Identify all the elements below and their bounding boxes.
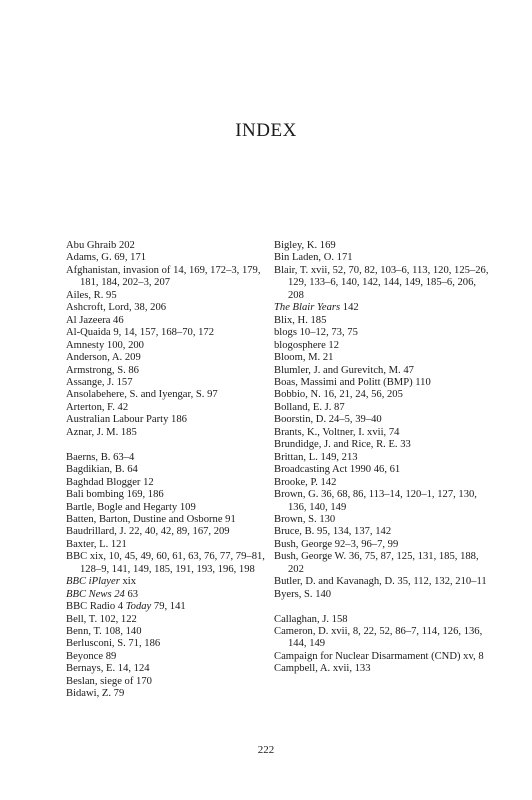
index-entry	[66, 327, 281, 339]
index-entry	[66, 452, 281, 464]
index-entry	[66, 576, 281, 588]
index-entry	[274, 315, 489, 327]
index-entry-text: Adams, G. 69, 171	[66, 252, 147, 264]
index-entry-text: Abu Ghraib 202	[66, 240, 135, 251]
index-entry-text: Bidawi, Z. 79	[66, 688, 125, 700]
index-entry	[274, 414, 489, 426]
index-entry	[66, 551, 281, 576]
index-entry	[274, 402, 489, 414]
index-entry	[274, 340, 489, 352]
index-entry	[66, 676, 281, 688]
index-entry	[274, 626, 489, 651]
index-entry	[274, 352, 489, 364]
index-entry	[274, 651, 489, 663]
index-entry	[274, 477, 489, 489]
index-entry-text: Assange, J. 157	[66, 376, 133, 388]
index-entry-text: BBC xix, 10, 45, 49, 60, 61, 63, 76, 77, 79–81, 128–9, 141, 149, 185, 191, 193, 196, 198	[66, 551, 265, 575]
index-entry-text: Boorstin, D. 24–5, 39–40	[274, 414, 382, 426]
index-entry	[66, 601, 281, 613]
index-entry	[274, 389, 489, 401]
index-entry	[274, 489, 489, 514]
index-entry-text: Bush, George W. 36, 75, 87, 125, 131, 185, 188, 202	[274, 551, 479, 575]
index-entry-text: Brundidge, J. and Rice, R. E. 33	[274, 439, 411, 451]
index-entry-text: Campbell, A. xvii, 133	[274, 663, 371, 675]
index-entry-text: Brants, K., Voltner, I. xvii, 74	[274, 426, 400, 438]
index-entry	[274, 551, 489, 576]
index-entry-text: Australian Labour Party 186	[66, 414, 187, 426]
index-entry	[66, 252, 281, 264]
index-entry-text: Bin Laden, O. 171	[274, 252, 353, 264]
index-entry-text: Baxter, L. 121	[66, 538, 127, 550]
index-entry	[66, 651, 281, 663]
index-entry-italic-title: BBC News 24	[66, 588, 125, 600]
index-entry-text: Beyonce 89	[66, 650, 117, 662]
index-entry-text: blogs 10–12, 73, 75	[274, 327, 358, 339]
index-entry-text: Bigley, K. 169	[274, 240, 336, 251]
index-entry-text: Batten, Barton, Dustine and Osborne 91	[66, 513, 236, 525]
index-entry	[274, 302, 489, 314]
index-entry-text: Brown, G. 36, 68, 86, 113–14, 120–1, 127, 130, 136, 140, 149	[274, 489, 477, 513]
index-entry	[66, 663, 281, 675]
index-entry-text: Bagdikian, B. 64	[66, 464, 138, 476]
index-entry	[66, 688, 281, 700]
index-entry	[274, 539, 489, 551]
index-entry	[274, 377, 489, 389]
index-entry-italic-title: Today	[125, 601, 152, 613]
index-column-left	[66, 240, 281, 701]
index-column-right	[274, 240, 489, 676]
index-entry	[66, 514, 281, 526]
index-entry	[66, 377, 281, 389]
index-entry-text: Bobbio, N. 16, 21, 24, 56, 205	[274, 389, 403, 401]
index-entry-italic-title: BBC iPlayer	[66, 576, 120, 588]
index-entry-text: Ailes, R. 95	[66, 289, 117, 301]
index-entry-text: Campaign for Nuclear Disarmament (CND) xv, 8	[274, 650, 484, 662]
index-entry	[66, 626, 281, 638]
index-entry	[66, 365, 281, 377]
index-entry	[274, 614, 489, 626]
index-entry	[66, 302, 281, 314]
index-entry	[66, 638, 281, 650]
index-entry-text: Al-Quaida 9, 14, 157, 168–70, 172	[66, 327, 215, 339]
index-entry	[274, 464, 489, 476]
index-entry	[66, 489, 281, 501]
index-entry	[274, 365, 489, 377]
index-entry	[66, 526, 281, 538]
index-entry	[66, 427, 281, 439]
index-entry-text: Brooke, P. 142	[274, 476, 337, 488]
index-entry	[66, 340, 281, 352]
index-entry-text: Armstrong, S. 86	[66, 364, 139, 376]
index-entry	[66, 614, 281, 626]
index-entry-text: Byers, S. 140	[274, 588, 332, 600]
index-entry-text: Anderson, A. 209	[66, 352, 141, 364]
index-entry	[274, 526, 489, 538]
index-entry	[274, 514, 489, 526]
index-entry-text: Baghdad Blogger 12	[66, 476, 154, 488]
index-entry	[66, 290, 281, 302]
index-entry-text: Ashcroft, Lord, 38, 206	[66, 302, 167, 314]
index-entry-text: Baudrillard, J. 22, 40, 42, 89, 167, 209	[66, 526, 230, 538]
page-number: 222	[257, 744, 275, 756]
index-entry-text: Brown, S. 130	[274, 513, 336, 525]
index-entry	[66, 402, 281, 414]
index-entry	[66, 352, 281, 364]
index-entry	[66, 414, 281, 426]
index-entry-text: Bolland, E. J. 87	[274, 401, 345, 413]
index-entry	[66, 539, 281, 551]
index-entry-text: Al Jazeera 46	[66, 314, 124, 326]
index-entry	[66, 240, 281, 252]
index-entry-text: Bloom, M. 21	[274, 352, 334, 364]
index-entry-text: Bush, George 92–3, 96–7, 99	[274, 538, 399, 550]
index-entry	[66, 477, 281, 489]
index-entry	[66, 589, 281, 601]
index-entry-text: Brittan, L. 149, 213	[274, 451, 358, 463]
index-entry-text: Amnesty 100, 200	[66, 339, 144, 351]
index-entry-text: Blix, H. 185	[274, 314, 327, 326]
index-entry	[274, 327, 489, 339]
index-entry-text: Callaghan, J. 158	[274, 613, 348, 625]
index-entry-italic-title: The Blair Years	[274, 302, 341, 314]
index-entry	[66, 502, 281, 514]
index-entry	[66, 389, 281, 401]
index-entry-text: Aznar, J. M. 185	[66, 426, 137, 438]
index-entry-text: Ansolabehere, S. and Iyengar, S. 97	[66, 389, 218, 401]
page-title: INDEX	[235, 120, 297, 141]
index-entry-text: 63	[124, 588, 139, 600]
index-entry-text: Berlusconi, S. 71, 186	[66, 638, 161, 650]
index-entry-text: Broadcasting Act 1990 46, 61	[274, 464, 401, 476]
index-entry-text: Bruce, B. 95, 134, 137, 142	[274, 526, 392, 538]
index-entry-text: Boas, Massimi and Politt (BMP) 110	[274, 376, 431, 388]
index-entry	[66, 464, 281, 476]
index-entry-text: blogosphere 12	[274, 339, 340, 351]
index-entry-text: Bell, T. 102, 122	[66, 613, 137, 625]
index-entry-prefix: BBC Radio 4	[66, 601, 126, 613]
index-entry-text: Baerns, B. 63–4	[66, 451, 135, 463]
index-entry	[274, 452, 489, 464]
index-entry	[66, 265, 281, 290]
index-entry-text: Benn, T. 108, 140	[66, 626, 142, 638]
index-entry	[274, 252, 489, 264]
index-entry	[66, 315, 281, 327]
index-entry	[274, 265, 489, 302]
index-entry-text: Blumler, J. and Gurevitch, M. 47	[274, 364, 414, 376]
index-entry	[274, 576, 489, 588]
index-entry-text: Arterton, F. 42	[66, 401, 129, 413]
index-entry	[274, 427, 489, 439]
index-entry-text: Bartle, Bogle and Hegarty 109	[66, 501, 196, 513]
index-entry-text: Beslan, siege of 170	[66, 675, 152, 687]
index-entry-text: Butler, D. and Kavanagh, D. 35, 112, 132, 210–11	[274, 576, 487, 588]
index-entry	[274, 240, 489, 252]
index-entry-text: Cameron, D. xvii, 8, 22, 52, 86–7, 114, 126, 136, 144, 149	[274, 626, 483, 650]
index-entry-text: Blair, T. xvii, 52, 70, 82, 103–6, 113, 120, 125–26, 129, 133–6, 140, 142, 144, 149, 185–6, 206, 208	[274, 264, 489, 301]
index-entry	[274, 663, 489, 675]
index-entry-text: Bali bombing 169, 186	[66, 489, 164, 501]
index-entry-text: 79, 141	[151, 601, 186, 613]
index-entry	[274, 439, 489, 451]
index-entry-text: Afghanistan, invasion of 14, 169, 172–3, 179, 181, 184, 202–3, 207	[66, 264, 261, 289]
index-entry	[274, 589, 489, 601]
index-entry-text: xix	[119, 576, 137, 588]
index-entry-text: 142	[340, 302, 359, 314]
index-entry-text: Bernays, E. 14, 124	[66, 663, 150, 675]
